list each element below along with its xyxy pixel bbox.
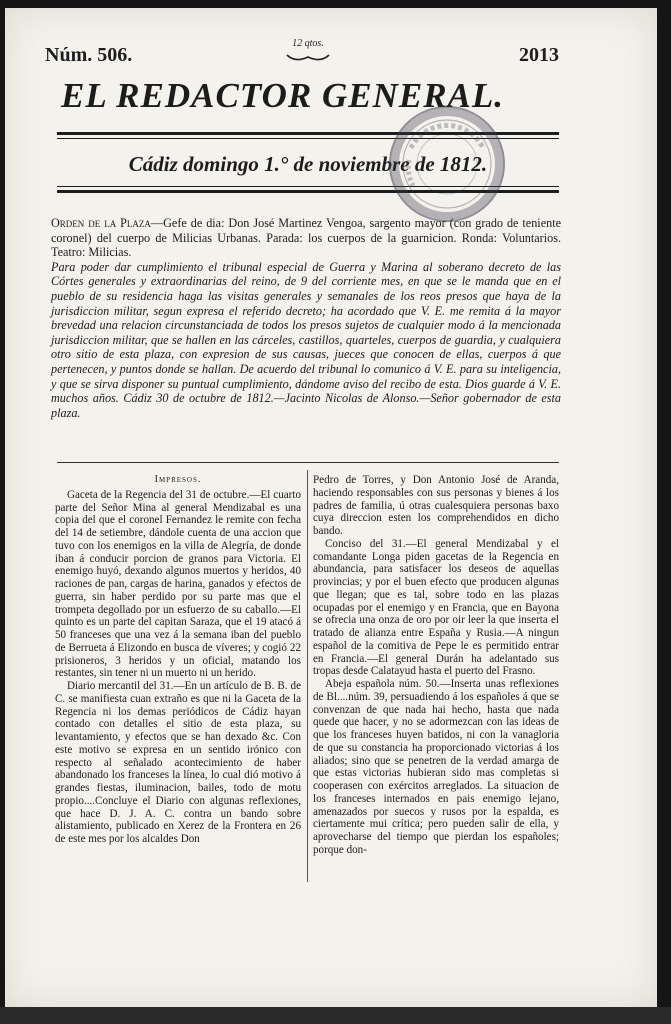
dateline: Cádiz domingo 1.° de noviembre de 1812.: [128, 152, 488, 176]
library-stamp-icon: [389, 106, 505, 222]
issue-number: Núm. 506.: [45, 44, 133, 66]
newspaper-title: EL REDACTOR GENERAL.: [61, 76, 505, 115]
right-paragraph: Conciso del 31.—El general Mendizabal y el comandante Longa piden gacetas de la Regencia en abundancia, para satisfacer los deseos de aquellas provincias; y por el buen efecto que producen algunas que llegan; que es tal, sobre todo en las plazas ocupadas por el enemigo y en Francia, que en Bayona se ofrecia una onza de oro por oir leer la que inserta el tratado de alianza entre España y Rusia.—A ningun español de la comitiva de Pepe le es permitido entrar en Francia.—El general Durán ha adelantado sus tropas desde Calatayud hasta el puerto del Frasno.: [313, 537, 559, 678]
orden-label: Orden de la Plaza: [51, 216, 151, 230]
column-divider: [307, 470, 308, 882]
impresos-right-column: [313, 474, 559, 857]
issue-price: 12 qtos.: [292, 38, 324, 49]
ornament-flourish-icon: [283, 51, 333, 63]
masthead-header-row: [45, 38, 563, 72]
newspaper-page: [5, 8, 657, 1007]
impresos-heading: Impresos.: [154, 474, 202, 485]
orden-paragraph: Para poder dar cumplimiento el tribunal especial de Guerra y Marina al soberano decreto de las Córtes generales y extraordinarias del reino, de 9 del corriente mes, en que se le manda que en el pueblo de su residencia haga las visitas generales y semanales de los reos presos que haya de la jurisdiccion militar, segun expresa el referido decreto; ha acordado que V. E. me remita á la mayor brevedad una relacion circunstanciada de todos los presos sujetos de cualquier modo á la mencionada jurisdiccion militar, que se hallen en las cárceles, castillos, quarteles, cuerpos de guardia, y cualquiera otro sitio de esta plaza, con expresion de sus causas, jueces que conocen de ellas, cuerpos á que pertenecen, y puntos donde se hallan. De acuerdo del tribunal lo comunico á V. E. para su inteligencia, y que se sirva disponer su puntual cumplimiento, dándome aviso del recibo de esta. Dios guarde á V. E. muchos años. Cádiz 30 de octubre de 1812.—Jacinto Nicolas de Alonso.—Señor gobernador de esta plaza.: [51, 259, 561, 420]
page-number: 2013: [519, 44, 559, 66]
section-divider: [57, 462, 559, 463]
orden-text: —Gefe de dia: Don José Martinez Vengoa, sargento mayor (con grado de teniente coronel) del cuerpo de Milicias Urbanas. Parada: los cuerpos de la guarnicion. Ronda: Voluntarios. Teatro: Milicias.: [51, 216, 561, 260]
impresos-left-column: [55, 474, 301, 846]
right-paragraph: Abeja española núm. 50.—Inserta unas reflexiones de Bl....núm. 39, persuadiendo á los españoles á que se convenzan de que nada hai hecho, hasta que nada quede que hacer, y no se adormezcan con las ideas de que los franceses huyen batidos, ni con la vanagloria de que su constancia ha proporcionado victorias á los aliados; sino que se penetren de la verdad amarga de que estas victorias hubieran sido mas completas si cooperasen con exércitos arreglados. La situacion de los franceses internados en pais enemigo lejano, amenazados por suecos y rusos por la espalda, es ciertamente mui crítica; pero pueden salir de ella, y aprovecharse del tiempo que pierdan los españoles; porque don-: [313, 678, 559, 856]
left-paragraph: Gaceta de la Regencia del 31 de octubre.—El cuarto parte del Señor Mina al general Mendizabal es una copia del que el coronel Fernandez le remite con fecha del 14 de setiembre, dándole cuenta de una accion que tuvo con los enemigos en la villa de Alegría, de donde iban á conducir porcion de granos para Victoria. El enemigo huyó, dexando algunos muertos y heridos, 40 raciones de pan, cargas de harina, ganados y efectos de guerra, sin haber perdido por su parte mas que el trompeta degollado por un esfuerzo de su caballo.—El quinto es un parte del capitan Saraza, que el 19 atacó á 50 franceses que una vez á la semana iban del pueblo de Berrueta á Elizondo en busca de víveres; y cogió 22 prisioneros, 3 heridos y un oficial, matando los restantes, sin tener ni un muerto ni un herido.: [55, 488, 301, 680]
orden-de-la-plaza: [51, 216, 561, 420]
left-paragraph: Diario mercantil del 31.—En un artículo de B. B. de C. se manifiesta cuan extraño es que ni la Gaceta de la Regencia ni los demas periódicos de Cádiz hayan contado con detalles el sitio de esta plaza, su levantamiento, y efectos que se han dexado &c. Con este motivo se expresa en un sentido irónico con respecto al señalado acontecimiento de haber abandonado los franceses la línea, lo cual dió motivo á grandes fiestas, iluminacion, bailes, todo de motu propio....Concluye el Diario con algunas reflexiones, que hace D. J. A. C. contra un bando sobre alistamiento, publicado en Xerez de la Frontera en 26 de este mes por los alcaldes Don: [55, 680, 301, 845]
scan-bottom-edge: [0, 1007, 671, 1024]
right-paragraph: Pedro de Torres, y Don Antonio José de Aranda, haciendo responsables con sus personas y bienes á los padres de familia, ú otras cualesquiera personas baxo cuya direccion esten los comprehendidos en dicho bando.: [313, 474, 559, 537]
